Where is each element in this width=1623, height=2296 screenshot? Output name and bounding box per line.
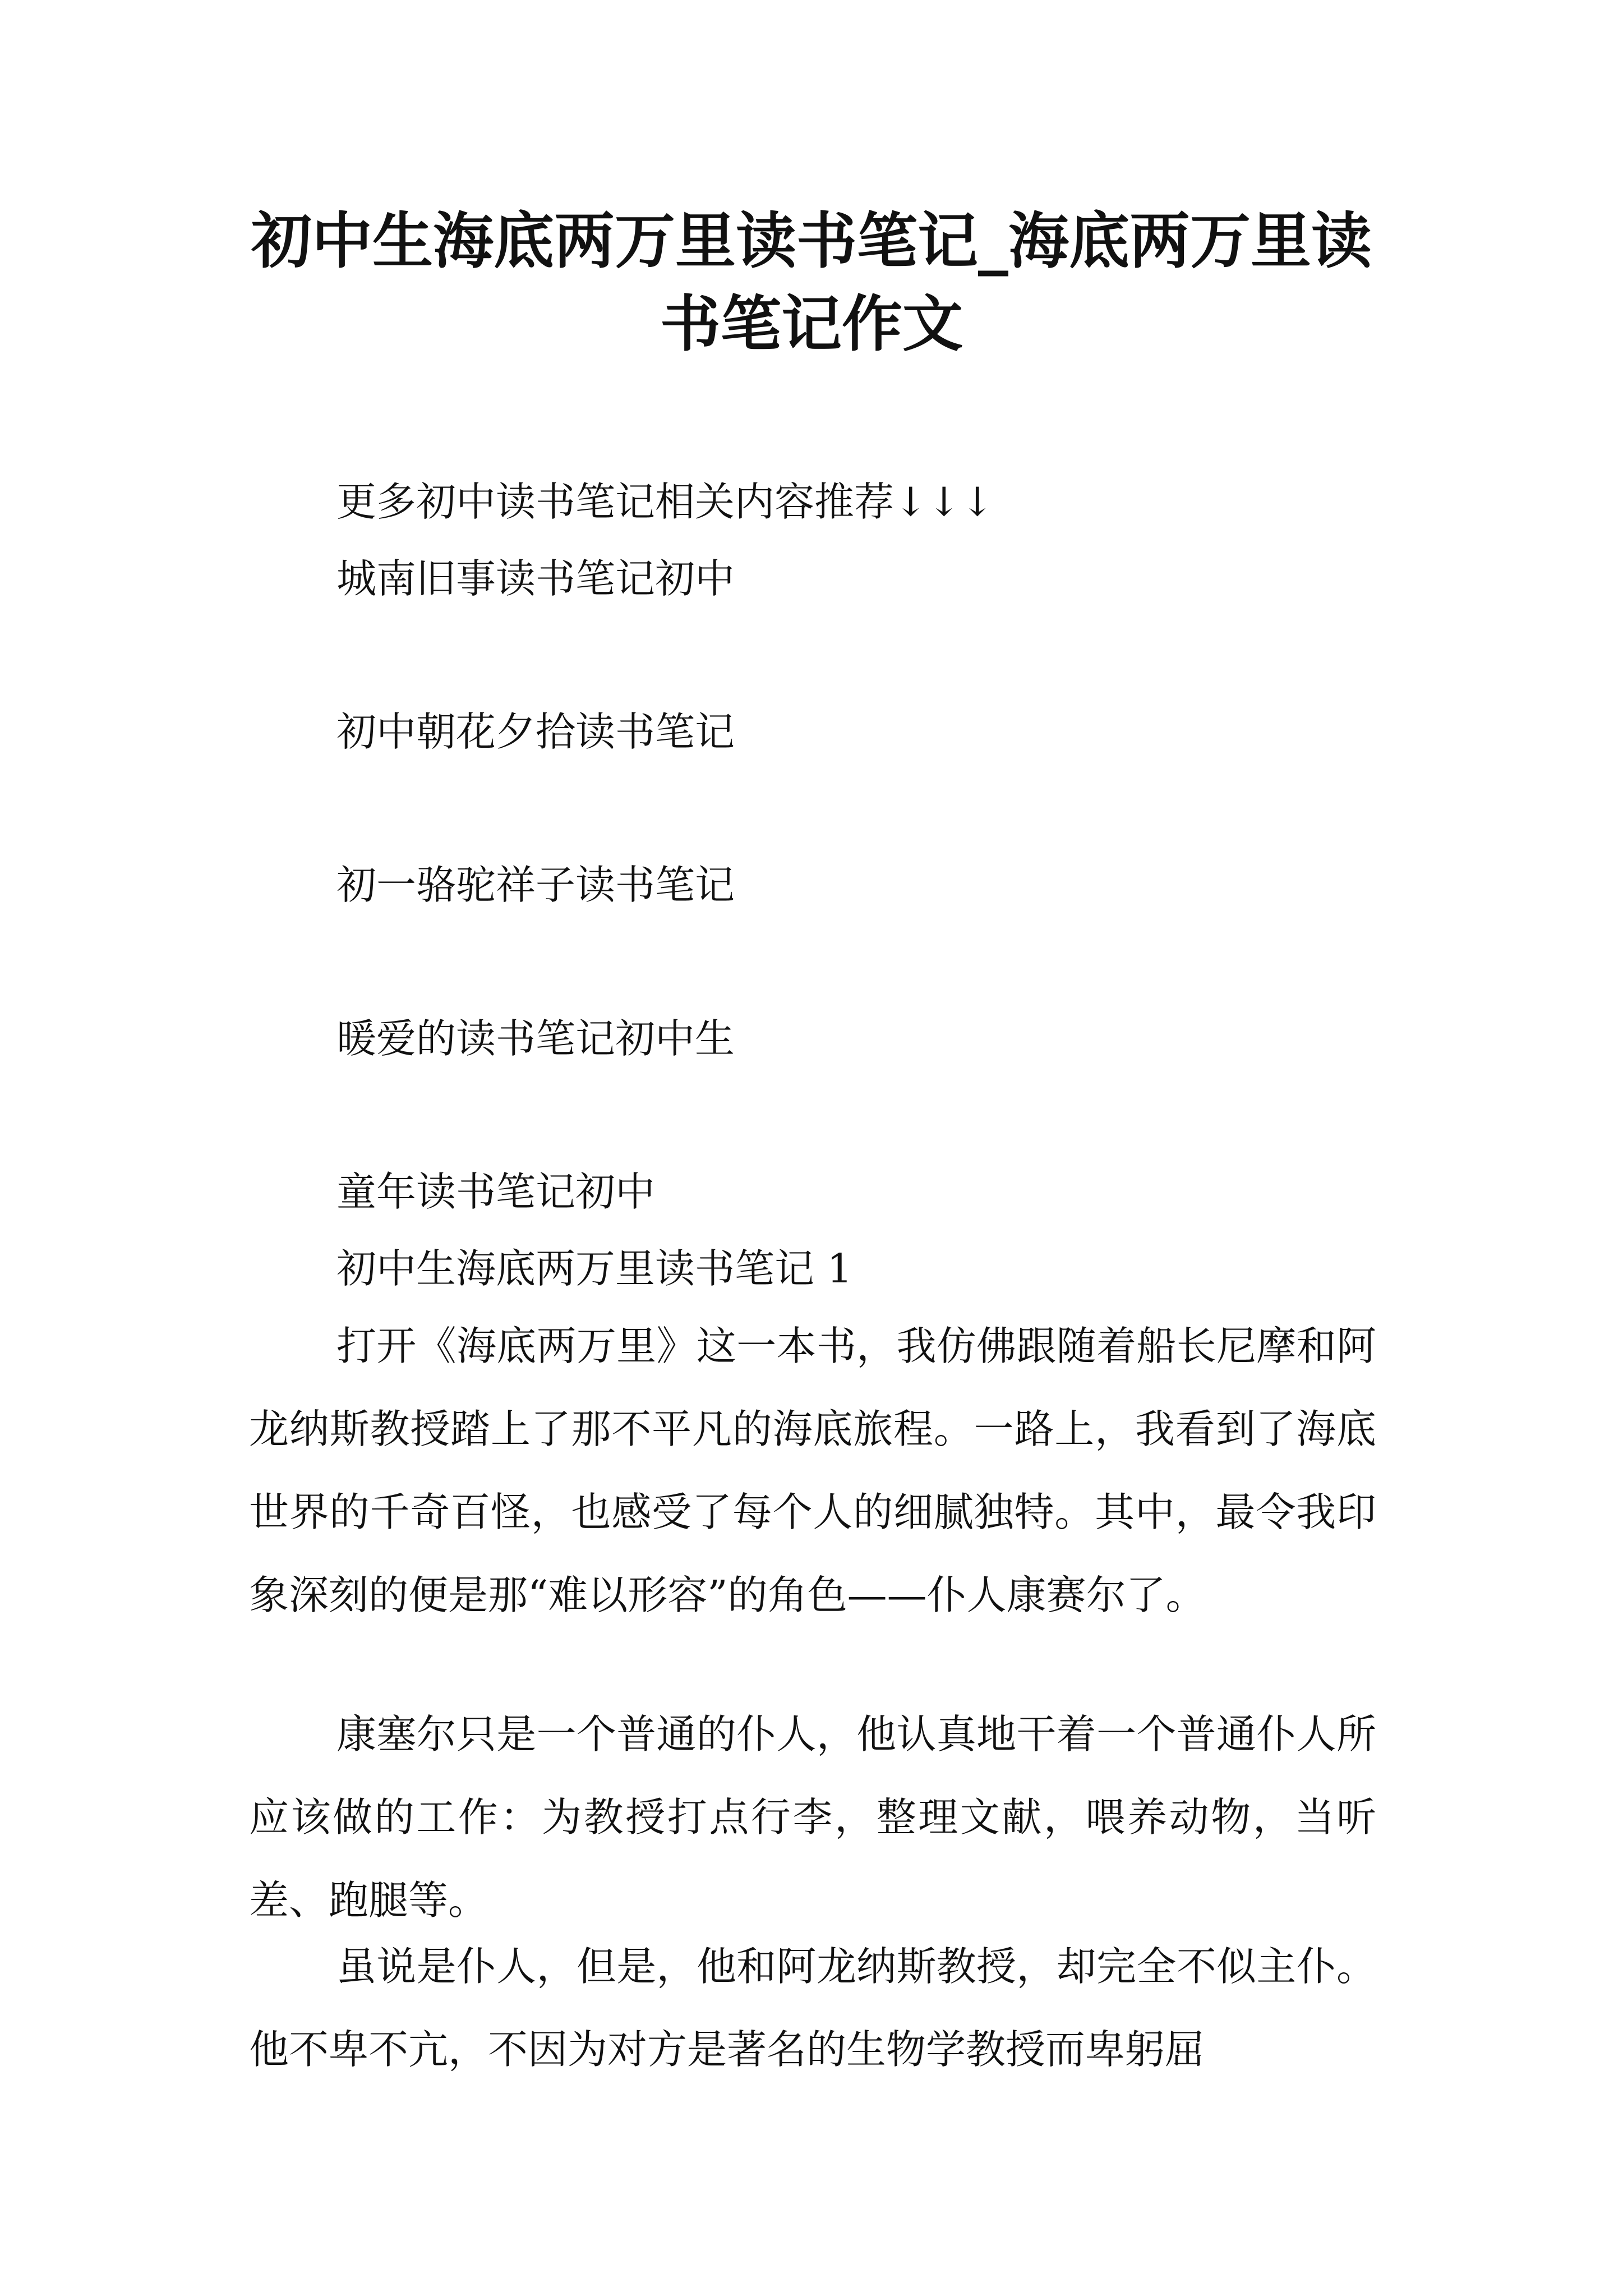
body-paragraph-3: 虽说是仆人，但是，他和阿龙纳斯教授，却完全不似主仆。他不卑不亢，不因为对方是著名的生物学教授而卑躬屈 [249,1943,1376,2073]
document-title-line-2: 书笔记作文 [660,289,963,360]
body-paragraph-1: 打开《海底两万里》这一本书，我仿佛跟随着船长尼摩和阿龙纳斯教授踏上了那不平凡的海底旅程。一路上，我看到了海底世界的千奇百怪，也感受了每个人的细腻独特。其中，最令我印象深刻的便是那“难以形容”的角色——仆人康赛尔了。 [249,1323,1376,1618]
related-link-4[interactable]: 暖爱的读书笔记初中生 [336,1015,735,1062]
related-link-2[interactable]: 初中朝花夕拾读书笔记 [336,708,735,755]
recommend-header: 更多初中读书笔记相关内容推荐↓↓↓ [336,478,994,525]
document-title-line-1: 初中生海底两万里读书笔记_海底两万里读 [251,206,1372,277]
related-link-1[interactable]: 城南旧事读书笔记初中 [336,555,735,602]
body-paragraph-2: 康塞尔只是一个普通的仆人，他认真地干着一个普通仆人所应该做的工作：为教授打点行李，整理文献，喂养动物，当听差、跑腿等。 [249,1711,1376,1924]
related-link-5[interactable]: 童年读书笔记初中 [336,1168,656,1215]
section-title: 初中生海底两万里读书笔记 1 [336,1245,852,1292]
related-link-3[interactable]: 初一骆驼祥子读书笔记 [336,862,735,908]
